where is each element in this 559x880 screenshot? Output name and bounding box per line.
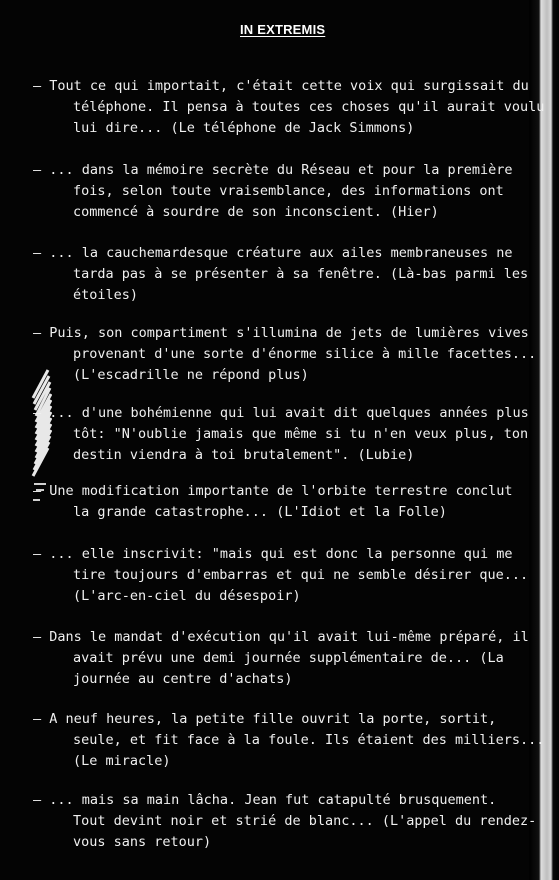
excerpt-line: tôt: "N'oublie jamais que même si tu n'en veux plus, ton <box>73 426 529 442</box>
excerpt-line: la grande catastrophe... (L'Idiot et la Folle) <box>73 504 447 520</box>
excerpt-line: – ... dans la mémoire secrète du Réseau et pour la première <box>33 162 513 178</box>
excerpt-line: lui dire... (Le téléphone de Jack Simmons) <box>73 120 415 136</box>
excerpt-entry <box>33 481 528 523</box>
excerpt-line: tarda pas à se présenter à sa fenêtre. (Là-bas parmi les <box>73 266 529 282</box>
excerpt-entry <box>33 627 528 690</box>
excerpt-line: – ... d'une bohémienne qui lui avait dit quelques années plus <box>33 405 529 421</box>
excerpt-line: commencé à sourdre de son inconscient. (Hier) <box>73 204 439 220</box>
excerpt-line: avait prévu une demi journée supplémentaire de... (La <box>73 650 504 666</box>
excerpt-line: vous sans retour) <box>73 834 212 850</box>
excerpt-line: – Dans le mandat d'exécution qu'il avait lui-même préparé, il <box>33 629 529 645</box>
excerpt-line: – A neuf heures, la petite fille ouvrit la porte, sortit, <box>33 711 497 727</box>
excerpt-line: téléphone. Il pensa à toutes ces choses qu'il aurait voulu <box>73 99 545 115</box>
excerpt-entry <box>33 790 537 853</box>
excerpt-line: fois, selon toute vraisemblance, des informations ont <box>73 183 504 199</box>
excerpt-entry <box>33 709 545 772</box>
excerpt-entry <box>33 403 528 466</box>
excerpt-entry <box>33 160 528 223</box>
excerpt-line: destin viendra à toi brutalement". (Lubie) <box>73 447 415 463</box>
excerpt-line: – Tout ce qui importait, c'était cette voix qui surgissait du <box>33 78 529 94</box>
excerpt-line: journée au centre d'achats) <box>73 671 293 687</box>
excerpt-line: (L'arc-en-ciel du désespoir) <box>73 588 301 604</box>
excerpt-line: – ... elle inscrivit: "mais qui est donc la personne qui me <box>33 546 513 562</box>
excerpt-line: – ... la cauchemardesque créature aux ailes membraneuses ne <box>33 245 513 261</box>
excerpt-entry <box>33 76 545 139</box>
excerpt-line: – ... mais sa main lâcha. Jean fut catapulté brusquement. <box>33 792 497 808</box>
excerpt-entry <box>33 544 528 607</box>
excerpt-line: provenant d'une sorte d'énorme silice à mille facettes... <box>73 346 537 362</box>
excerpt-line: étoiles) <box>73 287 139 303</box>
excerpt-line: tire toujours d'embarras et qui ne semble désirer que... <box>73 567 529 583</box>
excerpt-entry <box>33 243 528 306</box>
excerpt-line: Tout devint noir et strié de blanc... (L'appel du rendez- <box>73 813 537 829</box>
excerpt-line: (Le miracle) <box>73 753 171 769</box>
excerpt-line: (L'escadrille ne répond plus) <box>73 367 309 383</box>
excerpt-line: – Puis, son compartiment s'illumina de jets de lumières vives <box>33 325 529 341</box>
excerpt-line: – Une modification importante de l'orbite terrestre conclut <box>33 483 513 499</box>
page-title: IN EXTREMIS <box>240 22 326 37</box>
excerpt-line: seule, et fit face à la foule. Ils étaient des milliers... <box>73 732 545 748</box>
excerpt-entry <box>33 323 537 386</box>
